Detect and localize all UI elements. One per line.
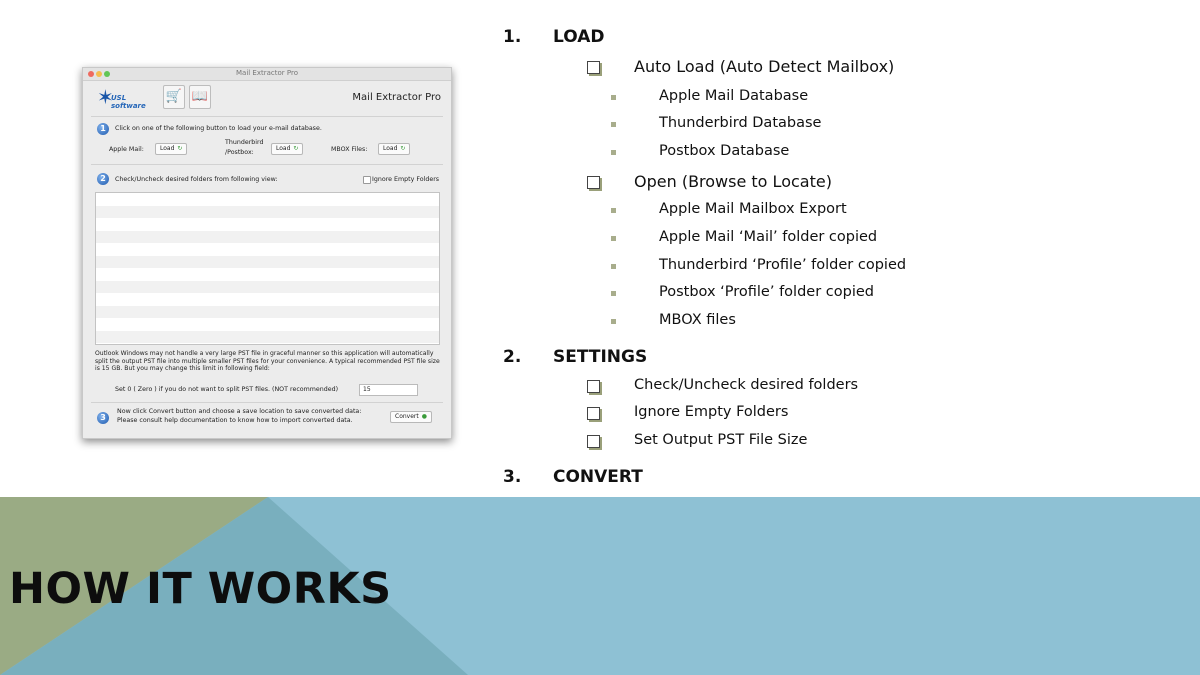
checkbox-bullet-icon [587,176,600,189]
list-item [96,218,439,231]
load-mbox-button[interactable] [378,143,410,155]
sub-heading: Ignore Empty Folders [634,404,789,420]
step-3-text-line2: Please consult help documentation to know how to import converted data. [117,417,353,424]
list-item [96,256,439,269]
checkbox-bullet-icon [587,435,600,448]
step-heading: LOAD [553,27,605,47]
window-titlebar [83,68,451,81]
list-item: MBOX files [659,312,736,328]
list-item: Thunderbird ‘Profile’ folder copied [659,257,907,273]
convert-button[interactable] [390,411,432,423]
refresh-icon: ↻ [400,145,406,152]
refresh-icon: ↻ [177,145,183,152]
step-number: 1. [503,27,522,47]
checkbox-bullet-icon [587,61,600,74]
load-apple-mail-button[interactable] [155,143,187,155]
app-name: Mail Extractor Pro [352,92,441,103]
help-book-icon[interactable]: 📖 [189,85,211,109]
sub-heading: Open (Browse to Locate) [634,172,832,191]
step-number: 3. [503,467,522,487]
sub-heading: Set Output PST File Size [634,432,808,448]
step-3-text-line1: Now click Convert button and choose a save location to save converted data: [117,408,362,415]
apple-mail-label: Apple Mail: [109,146,144,153]
square-bullet-icon [611,236,616,241]
list-item [96,281,439,294]
app-header [91,83,443,113]
list-item [96,318,439,331]
load-thunderbird-button[interactable] [271,143,303,155]
square-bullet-icon [611,208,616,213]
list-item: Apple Mail Mailbox Export [659,201,847,217]
sub-heading: Auto Load (Auto Detect Mailbox) [634,57,895,76]
list-item [96,306,439,319]
postbox-label: /Postbox: [225,149,254,156]
list-item [96,231,439,244]
convert-label: Convert [395,413,419,420]
go-icon: ● [421,413,427,420]
ignore-empty-folders-checkbox[interactable] [363,176,371,184]
list-item [96,243,439,256]
app-screenshot [82,67,452,439]
square-bullet-icon [611,264,616,269]
step-1-text: Click on one of the following button to load your e-mail database. [115,125,322,132]
list-item: Postbox ‘Profile’ folder copied [659,284,874,300]
square-bullet-icon [611,319,616,324]
checkbox-bullet-icon [587,407,600,420]
list-item [96,268,439,281]
square-bullet-icon [611,95,616,100]
split-size-label: Set 0 ( Zero ) if you do not want to split PST files. (NOT recommended) [115,386,339,393]
load-label: Load [276,145,291,152]
step-3-icon: 3 [97,412,109,424]
window-title: Mail Extractor Pro [235,69,298,77]
split-size-input[interactable]: 15 [359,384,418,396]
folder-tree-view[interactable] [95,192,440,345]
shopping-cart-icon[interactable]: 🛒 [163,85,185,109]
list-item: Postbox Database [659,143,790,159]
square-bullet-icon [611,150,616,155]
square-bullet-icon [611,122,616,127]
list-item [96,331,439,344]
divider [91,402,443,403]
checkbox-bullet-icon [587,380,600,393]
list-item [96,293,439,306]
mbox-files-label: MBOX Files: [331,146,368,153]
star-logo-icon: ✶ [97,85,114,109]
list-item [96,206,439,219]
usl-logo [97,86,155,110]
slide-title: HOW IT WORKS [9,564,392,614]
ignore-empty-folders-label: Ignore Empty Folders [372,176,440,183]
list-item: Apple Mail ‘Mail’ folder copied [659,229,878,245]
sub-heading: Check/Uncheck desired folders [634,377,859,393]
divider [91,164,443,165]
list-item: Apple Mail Database [659,88,809,104]
step-1-icon: 1 [97,123,109,135]
refresh-icon: ↻ [293,145,299,152]
step-number: 2. [503,347,522,367]
step-2-icon: 2 [97,173,109,185]
list-item [96,193,439,206]
divider [91,116,443,117]
pst-split-info: Outlook Windows may not handle a very large PST file in graceful manner so this application will automatically split the output PST file into multiple smaller PST files for your convenience. A typical recommended PST file size is 15 GB. But you may change this limit in following field: [95,350,440,373]
logo-text: USL software [111,94,146,110]
step-heading: CONVERT [553,467,643,487]
step-2-text: Check/Uncheck desired folders from following view: [115,176,278,183]
thunderbird-label: Thunderbird [225,139,264,146]
step-heading: SETTINGS [553,347,648,367]
square-bullet-icon [611,291,616,296]
load-label: Load [160,145,175,152]
load-label: Load [383,145,398,152]
list-item: Thunderbird Database [659,115,822,131]
